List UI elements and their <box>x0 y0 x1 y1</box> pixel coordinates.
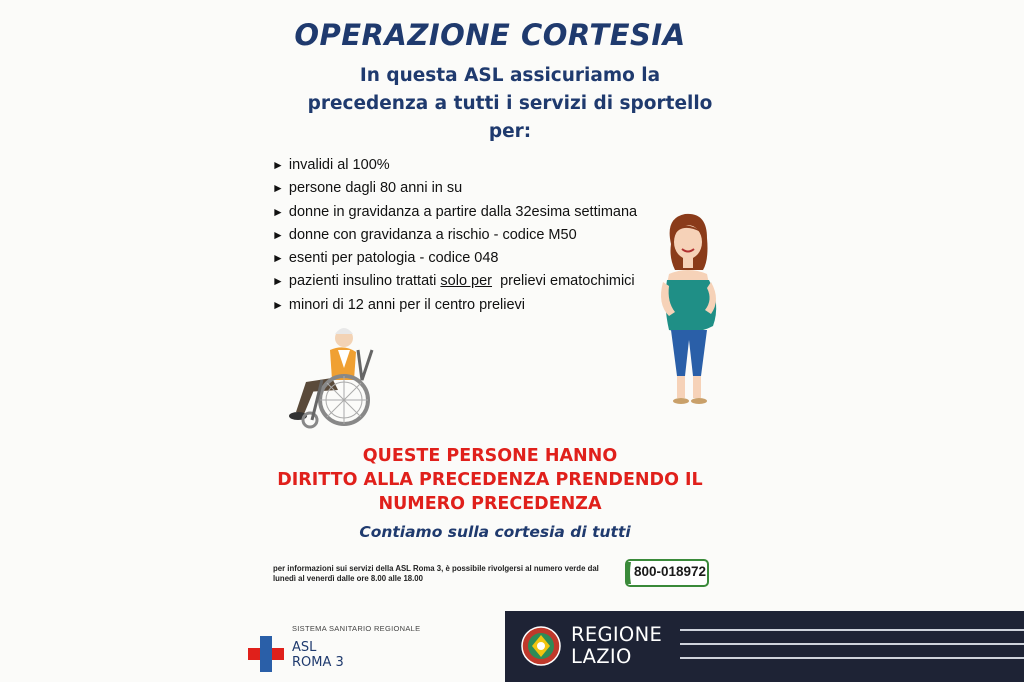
bullet-arrow-icon: ► <box>272 251 284 266</box>
list-item: ► minori di 12 anni per il centro prelievi <box>272 296 526 313</box>
intro-line: In questa ASL assicuriamo la <box>359 65 661 86</box>
notice-line: DIRITTO ALLA PRECEDENZA PRENDENDO IL <box>277 470 703 490</box>
region-footer <box>505 611 1024 682</box>
bullet-arrow-icon: ► <box>272 297 284 312</box>
footer-stripe <box>680 643 1024 645</box>
notice-line: QUESTE PERSONE HANNO <box>362 446 618 466</box>
bullet-arrow-icon: ► <box>272 274 284 289</box>
asl-logo-text: ASL ROMA 3 <box>292 640 344 670</box>
emphasis-underline: solo per <box>440 273 493 290</box>
pregnant-woman-illustration <box>655 208 725 413</box>
precedence-notice <box>250 444 730 516</box>
intro-line: per: <box>488 121 532 142</box>
info-text: per informazioni sui servizi della ASL Roma 3, è possibile rivolgersi al numero verde dal lunedì al venerdì dalle ore 8.00 alle 18.00 <box>273 564 599 583</box>
beneficiaries-list <box>272 154 637 317</box>
list-item: ► invalidi al 100% <box>272 157 390 173</box>
footer-stripe <box>680 657 1024 659</box>
intro-line: precedenza a tutti i servizi di sportello <box>307 93 713 114</box>
list-item: ► persone dagli 80 anni in su <box>272 180 463 197</box>
bullet-arrow-icon: ► <box>272 204 284 219</box>
asl-system-label: SISTEMA SANITARIO REGIONALE <box>292 624 421 633</box>
notice-line: NUMERO PRECEDENZA <box>378 494 602 514</box>
list-item: ► donne con gravidanza a rischio - codice M50 <box>272 226 577 243</box>
poster-title: OPERAZIONE CORTESIA <box>294 18 686 52</box>
bullet-arrow-icon: ► <box>272 227 284 242</box>
list-item: ► donne in gravidanza a partire dalla 32esima settimana <box>272 203 638 220</box>
wheelchair-user-illustration <box>282 320 382 435</box>
region-logo-text: REGIONE LAZIO <box>571 623 663 668</box>
intro-text <box>300 62 720 146</box>
asl-cross-icon <box>248 636 284 672</box>
footer-stripe <box>680 629 1024 631</box>
motto: Contiamo sulla cortesia di tutti <box>359 523 631 541</box>
list-item: ► esenti per patologia - codice 048 <box>272 250 499 267</box>
phone-number: 800-018972 <box>634 564 707 579</box>
list-item: ► pazienti insulino trattati solo per prelievi ematochimici <box>272 273 635 290</box>
bullet-arrow-icon: ► <box>272 181 284 196</box>
region-emblem-icon <box>520 625 562 667</box>
toll-free-number <box>625 556 709 590</box>
bullet-arrow-icon: ► <box>272 158 284 172</box>
